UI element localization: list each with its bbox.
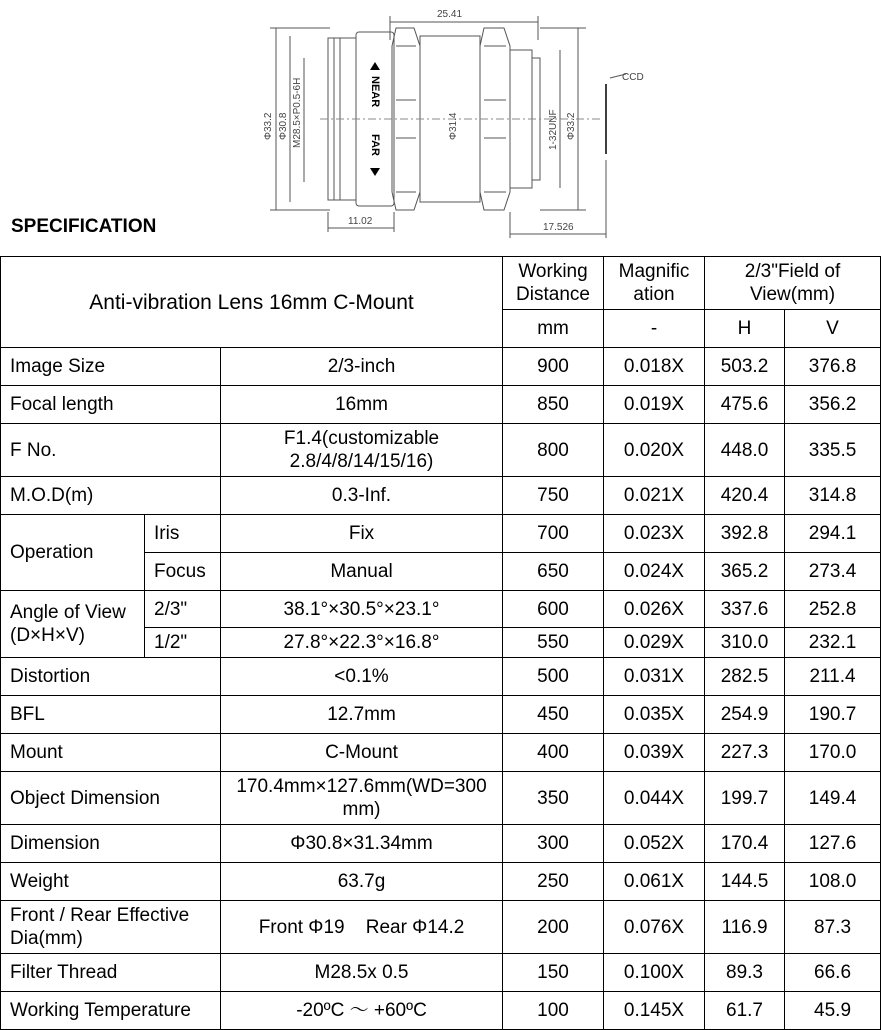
spec-label: Working Temperature [1,992,221,1030]
mag-cell: 0.018X [604,348,705,386]
h-cell: 475.6 [705,386,785,424]
v-cell: 232.1 [785,628,881,658]
spec-label: Weight [1,863,221,901]
v-cell: 66.6 [785,954,881,992]
wd-cell: 850 [503,386,604,424]
mag-cell: 0.035X [604,696,705,734]
h-cell: 337.6 [705,591,785,628]
h-cell: 89.3 [705,954,785,992]
dim-mount-thread: 1-32UNF [548,109,559,150]
h-cell: 144.5 [705,863,785,901]
spec-label: Image Size [1,348,221,386]
near-label: NEAR [369,76,381,108]
mag-cell: 0.052X [604,825,705,863]
v-cell: 335.5 [785,424,881,477]
spec-label: Front / Rear Effective Dia(mm) [1,901,221,954]
header-magnification: Magnific ation [604,257,705,310]
v-cell: 170.0 [785,734,881,772]
dim-d4: Φ33.2 [566,112,577,140]
wd-cell: 200 [503,901,604,954]
wd-cell: 400 [503,734,604,772]
spec-value: Front Φ19 Rear Φ14.2 [221,901,503,954]
h-cell: 448.0 [705,424,785,477]
wd-cell: 600 [503,591,604,628]
h-cell: 310.0 [705,628,785,658]
spec-value: 0.3-Inf. [221,477,503,515]
h-cell: 61.7 [705,992,785,1030]
mag-cell: 0.031X [604,658,705,696]
spec-value: 38.1°×30.5°×23.1° [221,591,503,628]
spec-label: M.O.D(m) [1,477,221,515]
mag-cell: 0.145X [604,992,705,1030]
h-cell: 420.4 [705,477,785,515]
mag-cell: 0.023X [604,515,705,553]
v-cell: 314.8 [785,477,881,515]
spec-value: 2/3-inch [221,348,503,386]
h-cell: 227.3 [705,734,785,772]
dim-flange: 17.526 [543,222,574,233]
product-title: Anti-vibration Lens 16mm C-Mount [1,257,503,348]
v-cell: 273.4 [785,553,881,591]
spec-value: C-Mount [221,734,503,772]
spec-sublabel: 2/3" [145,591,221,628]
wd-cell: 500 [503,658,604,696]
wd-cell: 300 [503,825,604,863]
spec-label: Angle of View (D×H×V) [1,591,145,658]
spec-sublabel: Focus [145,553,221,591]
dim-ccd: CCD [622,72,644,83]
spec-value: Fix [221,515,503,553]
mag-cell: 0.039X [604,734,705,772]
v-cell: 211.4 [785,658,881,696]
v-cell: 356.2 [785,386,881,424]
spec-value: 63.7g [221,863,503,901]
v-cell: 376.8 [785,348,881,386]
v-cell: 294.1 [785,515,881,553]
v-cell: 252.8 [785,591,881,628]
wd-cell: 350 [503,772,604,825]
wd-cell: 250 [503,863,604,901]
header-mag-unit: - [604,310,705,348]
spec-value: M28.5x 0.5 [221,954,503,992]
far-arrow-icon [370,168,380,176]
spec-value: 12.7mm [221,696,503,734]
spec-value: Manual [221,553,503,591]
v-cell: 108.0 [785,863,881,901]
near-arrow-icon [370,62,380,70]
spec-value: 16mm [221,386,503,424]
mag-cell: 0.024X [604,553,705,591]
wd-cell: 650 [503,553,604,591]
spec-label: Mount [1,734,221,772]
header-field-of-view: 2/3"Field of View(mm) [705,257,881,310]
mag-cell: 0.021X [604,477,705,515]
h-cell: 392.8 [705,515,785,553]
wd-cell: 750 [503,477,604,515]
v-cell: 127.6 [785,825,881,863]
h-cell: 199.7 [705,772,785,825]
wd-cell: 450 [503,696,604,734]
header-wd-unit: mm [503,310,604,348]
spec-value: Φ30.8×31.34mm [221,825,503,863]
dim-d1: Φ33.2 [263,112,274,140]
h-cell: 503.2 [705,348,785,386]
spec-label: BFL [1,696,221,734]
spec-label: Focal length [1,386,221,424]
spec-table [0,256,881,1030]
spec-value: -20ºC ～ +60ºC [221,992,503,1030]
mag-cell: 0.100X [604,954,705,992]
far-label: FAR [369,134,381,156]
wd-cell: 900 [503,348,604,386]
spec-label: Dimension [1,825,221,863]
mag-cell: 0.044X [604,772,705,825]
dim-d3: Φ31.4 [448,112,459,140]
mag-cell: 0.020X [604,424,705,477]
spec-label: Operation [1,515,145,591]
spec-sublabel: Iris [145,515,221,553]
wd-cell: 550 [503,628,604,658]
header-working-distance: Working Distance [503,257,604,310]
spec-sublabel: 1/2" [145,628,221,658]
spec-label: Distortion [1,658,221,696]
v-cell: 190.7 [785,696,881,734]
v-cell: 149.4 [785,772,881,825]
dim-front: 11.02 [348,216,373,227]
spec-label: Object Dimension [1,772,221,825]
mag-cell: 0.019X [604,386,705,424]
spec-value: 170.4mm×127.6mm(WD=300 mm) [221,772,503,825]
header-v: V [785,310,881,348]
v-cell: 45.9 [785,992,881,1030]
mag-cell: 0.061X [604,863,705,901]
h-cell: 254.9 [705,696,785,734]
wd-cell: 700 [503,515,604,553]
spec-value: 27.8°×22.3°×16.8° [221,628,503,658]
h-cell: 170.4 [705,825,785,863]
v-cell: 87.3 [785,901,881,954]
dim-d2: Φ30.8 [278,112,289,140]
spec-label: Filter Thread [1,954,221,992]
mag-cell: 0.026X [604,591,705,628]
wd-cell: 800 [503,424,604,477]
h-cell: 282.5 [705,658,785,696]
dim-length: 25.41 [437,9,463,20]
spec-label: F No. [1,424,221,477]
header-h: H [705,310,785,348]
wd-cell: 150 [503,954,604,992]
mag-cell: 0.076X [604,901,705,954]
dim-thread: M28.5×P0.5-6H [292,77,303,148]
spec-value: <0.1% [221,658,503,696]
lens-dimension-drawing [0,0,881,250]
h-cell: 116.9 [705,901,785,954]
h-cell: 365.2 [705,553,785,591]
spec-heading: SPECIFICATION [11,216,157,237]
spec-value: F1.4(customizable 2.8/4/8/14/15/16) [221,424,503,477]
wd-cell: 100 [503,992,604,1030]
mag-cell: 0.029X [604,628,705,658]
